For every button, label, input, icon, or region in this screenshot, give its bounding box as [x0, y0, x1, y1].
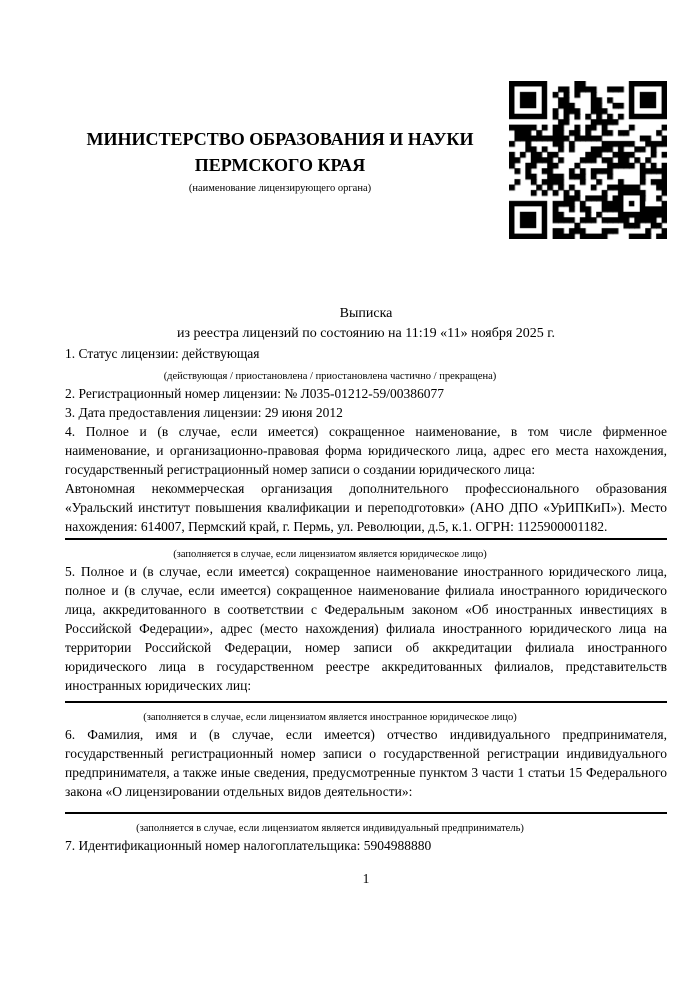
- legal-entity-label: 4. Полное и (в случае, если имеется) сокращенное наименование, в том числе фирменное наименование, и организационно-правовая форма юридического лица, адрес его места нахождения, государственный регистрационный номер записи о создании юридического лица:: [65, 424, 667, 477]
- entrepreneur-caption-row: [65, 817, 595, 836]
- foreign-entity-caption: (заполняется в случае, если лицензиатом является иностранное юридическое лицо): [143, 712, 517, 723]
- licensing-authority-block: [65, 126, 495, 195]
- qr-code-icon: [509, 81, 667, 239]
- status-caption-row: [65, 365, 595, 384]
- ministry-name-line2: ПЕРМСКОГО КРАЯ: [194, 154, 366, 175]
- foreign-entity-caption-row: [65, 706, 595, 725]
- foreign-entity-label: 5. Полное и (в случае, если имеется) сокращенное наименование иностранного юридического лица, полное и (в случае, если имеется) сокращенное наименование филиала иностранного юридического лица, аккредитованного в соответствии с Федеральным законом «Об иностранных инвестициях в Российской Федерации», адрес (место нахождения) филиала иностранного юридического лица на территории Российской Федерации, номер записи об аккредитации филиала иностранного юридического лица в государственном реестре аккредитованных филиалов, представительств иностранных юридических лиц:: [65, 564, 667, 693]
- license-status-line: 1. Статус лицензии: действующая: [65, 346, 260, 361]
- legal-entity-caption-row: [65, 543, 595, 562]
- legal-entity-rule: [65, 538, 667, 540]
- ministry-caption: (наименование лицензирующего органа): [188, 182, 372, 194]
- legal-entity-value: Автономная некоммерческая организация дополнительного профессионального образования «Уральский институт повышения квалификации и переподготовки» (АНО ДПО «УрИПКиП»). Место нахождения: 614007, Пермский край, г. Пермь, ул. Революции, д.5, к.1. ОГРН: 1125900001182.: [65, 481, 667, 534]
- entrepreneur-label: 6. Фамилия, имя и (в случае, если имеется) отчество индивидуального предпринимателя, государственный регистрационный номер записи о государственной регистрации индивидуального предпринимателя, а также иные сведения, предусмотренные пунктом 3 части 1 статьи 15 Федерального закона «О лицензировании отдельных видов деятельности»:: [65, 727, 667, 799]
- license-grant-date-line: 3. Дата предоставления лицензии: 29 июня 2012: [65, 405, 343, 420]
- document-title-block: [65, 304, 667, 344]
- foreign-entity-rule: [65, 701, 667, 703]
- document-subtitle: из реестра лицензий по состоянию на 11:19 «11» ноября 2025 г.: [177, 326, 555, 341]
- page-number: 1: [362, 871, 370, 886]
- taxpayer-id-line: 7. Идентификационный номер налогоплательщика: 5904988880: [65, 838, 432, 853]
- entrepreneur-rule: [65, 812, 667, 814]
- legal-entity-caption: (заполняется в случае, если лицензиатом является юридическое лицо): [173, 549, 487, 560]
- document-title: Выписка: [339, 306, 393, 321]
- document-header: [65, 80, 667, 240]
- ministry-name-line1: МИНИСТЕРСТВО ОБРАЗОВАНИЯ И НАУКИ: [86, 128, 474, 149]
- entrepreneur-caption: (заполняется в случае, если лицензиатом является индивидуальный предприниматель): [136, 823, 524, 834]
- status-options-caption: (действующая / приостановлена / приостановлена частично / прекращена): [163, 371, 497, 382]
- registration-number-line: 2. Регистрационный номер лицензии: № Л035-01212-59/00386077: [65, 386, 445, 401]
- ministry-name: [65, 126, 495, 178]
